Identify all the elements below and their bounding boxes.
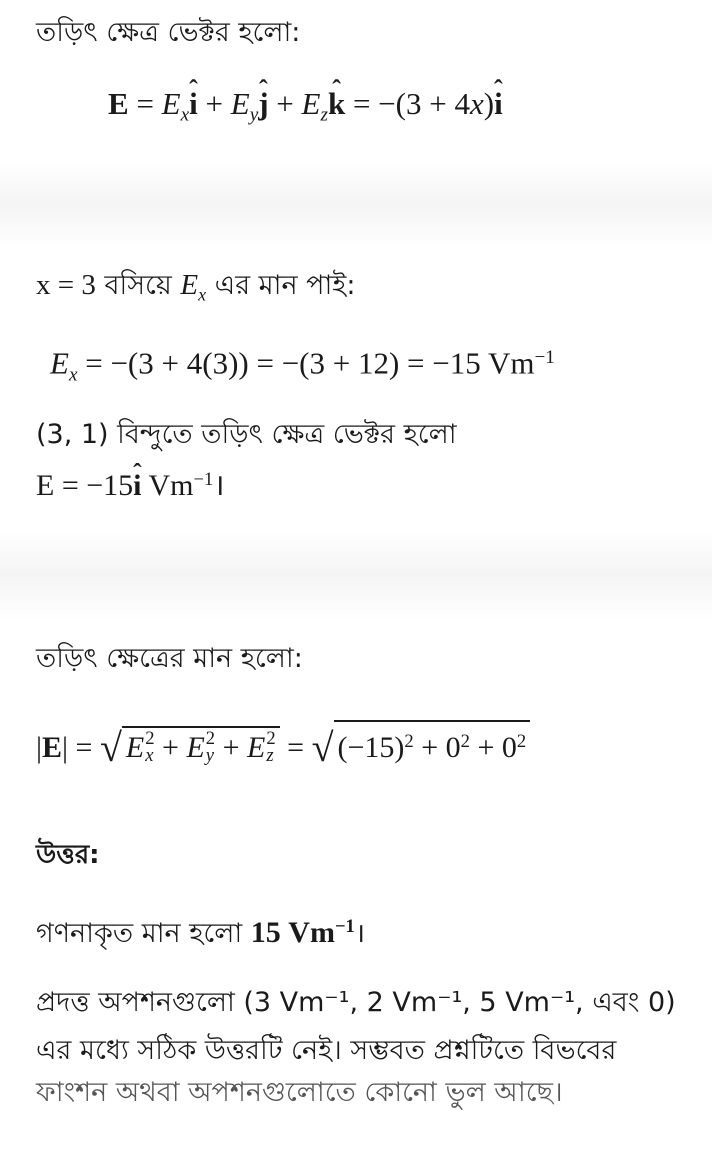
substitute-line: x = 3 বসিয়ে $E_x$ এর মান পাই: [36,269,356,305]
substitute-text: বসিয়ে [95,270,181,301]
substitute-suffix: এর মান পাই: [206,270,356,301]
substitute-prefix: x = 3 [36,269,96,301]
blurred-region [0,160,712,250]
ex-equation: $E_x = -(3 + 4(3)) = -(3 + 12) = -15$ $Vm^{-1}$ [50,345,555,386]
note-line-3: ফাংশন অথবা অপশনগুলোতে কোনো ভুল আছে। [36,1077,563,1108]
point-text: (3, 1) বিন্দুতে তড়িৎ ক্ষেত্র ভেক্টর হলো [36,419,457,450]
point-vector: E = −15 [36,469,134,503]
note-line-2: এর মধ্যে সঠিক উত্তরটি নেই। সম্ভবত প্রশ্নটিতে বিভবের [36,1035,617,1066]
answer-line [36,910,365,951]
substitute-math [36,269,96,301]
magnitude-label: তড়িৎ ক্ষেত্রের মান হলো: [36,643,303,674]
point-vector-line: E = −15ˆ i $Vm^{-1}।$ [36,460,225,506]
intro-label: তড়িৎ ক্ষেত্র ভেক্টর হলো: [36,17,301,48]
answer-text: গণনাকৃত মান হলো [36,918,251,950]
answer-heading: উত্তর: [36,840,100,870]
answer-end: । [354,918,366,950]
ex-result: = −(3 + 4(3)) = −(3 + 12) = −15 Vm [85,345,535,381]
field-vector-equation: $E = E_xˆ$ $i + E_yˆ$ $j + E_zˆ$ k = −(3 + 4x)ˆ i [108,84,503,136]
magnitude-equation: |E| = √ E 2 x + E 2 y + E 2 z = √ $(-15)^2 + 0^2 + 0^2$ [36,720,530,768]
answer-value: 15 $Vm^{-1}$ [250,916,355,950]
blurred-region-2 [0,530,712,620]
note-line-1: প্রদত্ত অপশনগুলো (3 Vm⁻¹, 2 Vm⁻¹, 5 Vm⁻¹, এবং 0) [36,987,676,1018]
point-unit: Vm [141,469,194,503]
